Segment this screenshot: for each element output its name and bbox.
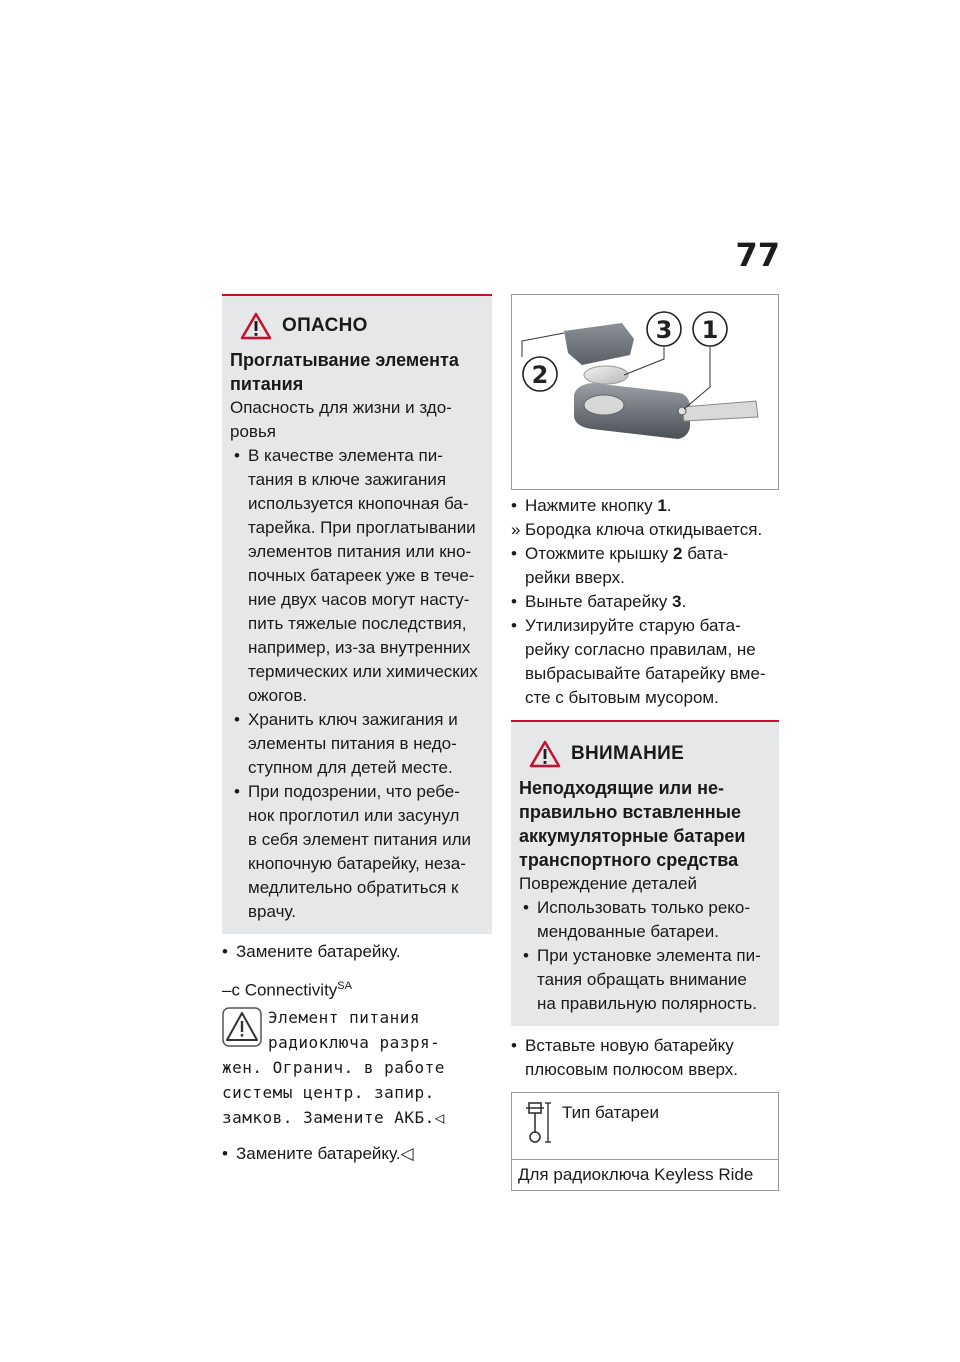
cc-message-block — [222, 1005, 492, 1130]
danger-title: ОПАСНО — [282, 315, 368, 336]
page-number: 77 — [735, 236, 780, 274]
step-bullet: • — [511, 544, 517, 563]
bullet-line: тарейка. При проглатывании — [248, 518, 476, 537]
step-text: Нажмите кнопку — [525, 496, 658, 515]
step-text: Выньте батарейку — [525, 592, 672, 611]
bullet-line: используется кнопочная ба- — [248, 494, 469, 513]
step-text: сте с бытовым мусором. — [525, 688, 719, 707]
step-ref: 3 — [671, 592, 682, 611]
bullet-line: тания в ключе зажигания — [248, 470, 447, 489]
attention-subhead: правильно вставленные — [519, 802, 741, 822]
step-text: Бородка ключа откидывается. — [525, 520, 763, 539]
step-open-cover — [511, 542, 779, 590]
step-text: выбрасывайте батарейку вме- — [525, 664, 766, 683]
bullet-line: • Использовать только реко- — [537, 898, 751, 917]
step-text: рейку согласно правилам, не — [525, 640, 756, 659]
coin-battery — [584, 366, 628, 384]
bullet-line: • В качестве элемента пи- — [248, 446, 443, 465]
bullet-line: • Хранить ключ зажигания и — [248, 710, 458, 729]
cc-message-line: Элемент питания — [268, 1007, 420, 1027]
danger-line: Опасность для жизни и здо- — [230, 398, 452, 417]
battery-slot — [584, 395, 624, 415]
leader-line — [522, 333, 564, 357]
step-text: Утилизируйте старую бата- — [525, 616, 741, 635]
warning-triangle-icon — [222, 1007, 262, 1047]
step-text: бата- — [682, 544, 729, 563]
attention-title: ВНИМАНИЕ — [571, 743, 685, 764]
warning-triangle-icon — [240, 312, 272, 340]
attention-box — [511, 722, 779, 1026]
step-text: плюсовым полюсом вверх. — [525, 1060, 739, 1079]
attention-line: Повреждение деталей — [519, 874, 697, 893]
connectivity-label: с Connectivity — [231, 980, 338, 1000]
bullet-line: термических или химических — [248, 662, 478, 681]
key-illustration — [512, 295, 778, 489]
bullet-line: элементы питания в недо- — [248, 734, 457, 753]
result-marker: » — [511, 520, 521, 539]
step-bullet: • — [222, 942, 228, 961]
bullet-line: ние двух часов могут насту- — [248, 590, 470, 609]
step-replace-battery — [222, 940, 492, 964]
attention-header — [529, 740, 771, 768]
bullet-line: элементов питания или кно- — [248, 542, 472, 561]
step-text: Вставьте новую батарейку — [525, 1036, 734, 1055]
bullet-line: • При подозрении, что ребе- — [248, 782, 460, 801]
technical-data-icon — [522, 1101, 552, 1145]
step-replace-battery-end — [222, 1142, 492, 1166]
bullet-line: кнопочную батарейку, неза- — [248, 854, 466, 873]
danger-subhead-1: Проглатывание элемента — [230, 350, 459, 370]
bullet-line: почных батареек уже в тече- — [248, 566, 475, 585]
attention-subhead: Неподходящие или не- — [519, 778, 725, 798]
connectivity-sup: SA — [337, 980, 352, 992]
danger-subhead-2: питания — [230, 374, 304, 394]
bullet-line: тания обращать внимание — [537, 970, 747, 989]
battery-type-table — [511, 1092, 779, 1191]
step-text: Замените батарейку.◁ — [236, 1143, 414, 1163]
bullet-line: ожогов. — [248, 686, 308, 705]
bullet-line: • При установке элемента пи- — [537, 946, 761, 965]
danger-line: ровья — [230, 422, 277, 441]
cc-message-line: жен. Огранич. в работе — [222, 1057, 445, 1077]
bullet-line: пить тяжелые последствия, — [248, 614, 467, 633]
danger-bullet-1 — [230, 444, 484, 708]
bullet-line: мендованные батареи. — [537, 922, 719, 941]
bullet-line: нок проглотил или засунул — [248, 806, 460, 825]
danger-bullet-3 — [230, 780, 484, 924]
dash: – — [222, 980, 232, 1000]
cc-message-line: системы центр. запир. — [222, 1082, 435, 1102]
step-bullet: • — [511, 616, 517, 635]
step-press-button — [511, 494, 779, 518]
step-bullet: • — [511, 1036, 517, 1055]
step-text: . — [681, 592, 687, 611]
instruction-steps — [511, 494, 779, 710]
bullet-line: ступном для детей месте. — [248, 758, 453, 777]
right-column — [511, 294, 779, 1191]
danger-box — [222, 294, 492, 934]
callout-3-label: 3 — [655, 316, 673, 344]
step-bullet: • — [511, 496, 517, 515]
connectivity-line — [222, 974, 492, 1003]
callout-2-label: 2 — [531, 361, 549, 389]
attention-bullet-1 — [519, 896, 771, 944]
step-text: Отожмите крышку — [525, 544, 674, 563]
battery-type-header-row — [512, 1093, 778, 1159]
cc-message-line: радиоключа разря- — [268, 1032, 441, 1052]
battery-type-header: Тип батареи — [562, 1103, 659, 1122]
danger-bullet-2 — [230, 708, 484, 780]
bullet-line: на правильную полярность. — [537, 994, 757, 1013]
bullet-line: например, из-за внутренних — [248, 638, 471, 657]
warning-triangle-icon — [529, 740, 561, 768]
step-bullet: • — [511, 592, 517, 611]
key-blade — [682, 401, 758, 421]
left-column — [222, 294, 492, 1166]
bullet-line: врачу. — [248, 902, 296, 921]
step-ref: 1 — [657, 496, 667, 515]
attention-subhead: транспортного средства — [519, 850, 739, 870]
step-text: Замените батарейку. — [236, 942, 401, 961]
callout-1-label: 1 — [701, 316, 719, 344]
attention-subhead: аккумуляторные батареи — [519, 826, 746, 846]
step-remove-battery — [511, 590, 779, 614]
step-bullet: • — [222, 1143, 228, 1163]
step-result — [511, 518, 779, 542]
battery-type-value: Для радиоключа Keyless Ride — [512, 1159, 778, 1190]
danger-header — [240, 312, 484, 340]
battery-cover — [564, 323, 634, 365]
step-dispose — [511, 614, 779, 710]
step-text: рейки вверх. — [525, 568, 625, 587]
step-ref: 2 — [673, 544, 683, 563]
step-insert-battery — [511, 1034, 779, 1082]
step-text: . — [666, 496, 672, 515]
attention-bullet-2 — [519, 944, 771, 1016]
bullet-line: медлительно обратиться к — [248, 878, 459, 897]
cc-message-line: замков. Замените АКБ.◁ — [222, 1107, 445, 1127]
bullet-line: в себя элемент питания или — [248, 830, 472, 849]
key-battery-figure — [511, 294, 779, 490]
